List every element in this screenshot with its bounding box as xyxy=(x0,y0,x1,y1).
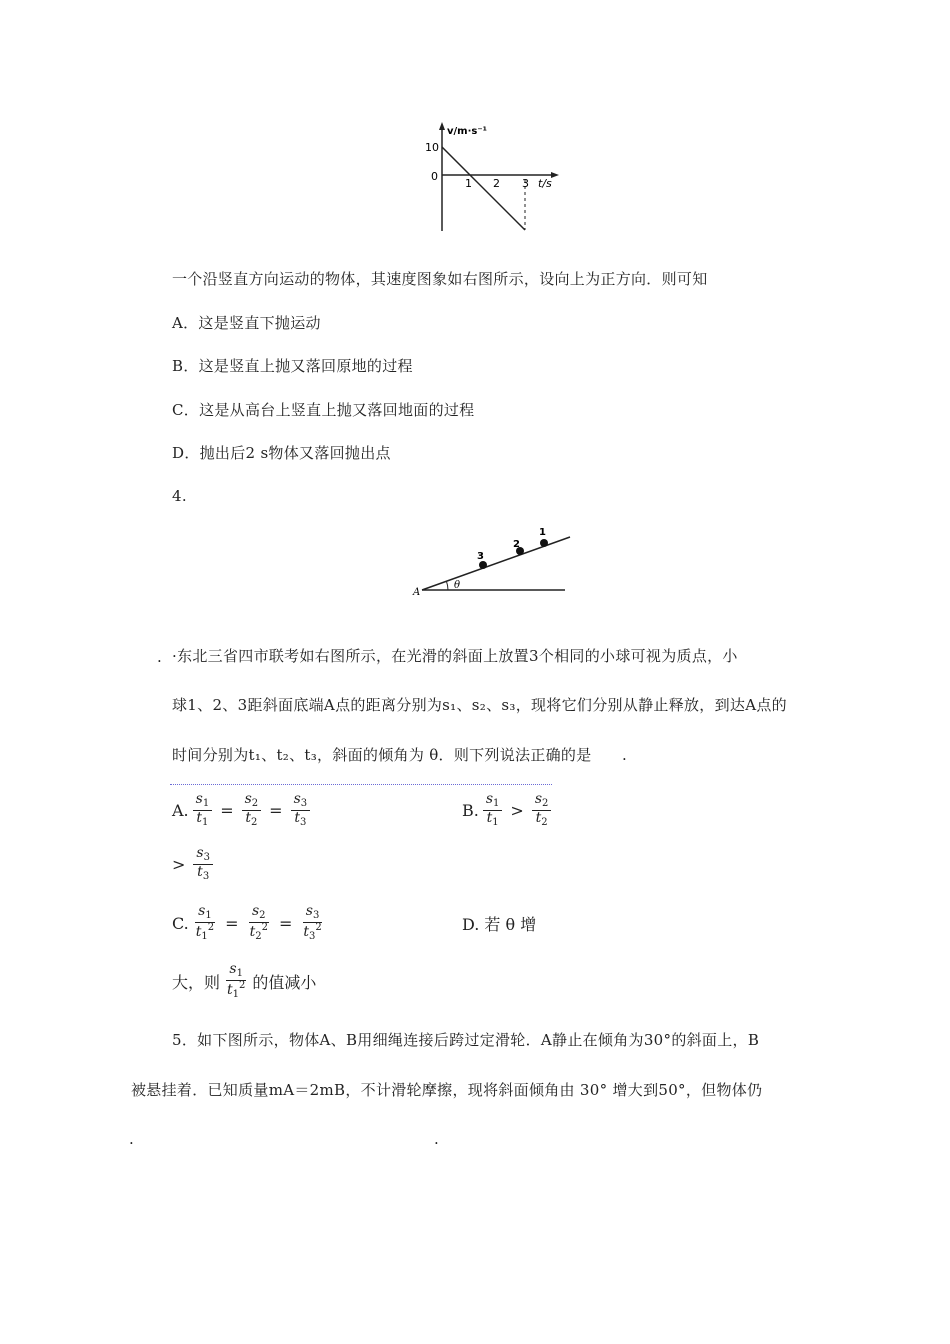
x-tick-2: 2 xyxy=(493,177,500,190)
y-axis-label: v/m·s⁻¹ xyxy=(447,126,487,137)
frac-s3-t3-b: $\frac{s_3}{t_3}$ xyxy=(193,846,213,882)
point-a-label: A xyxy=(413,587,421,598)
q4-option-d-cont xyxy=(172,962,316,1000)
x-axis-label: t/s xyxy=(538,177,552,190)
option-d-end-text: 的值减小 xyxy=(252,972,317,992)
angle-theta-label: θ xyxy=(454,580,461,591)
q4-line-2: 球1、2、3距斜面底端A点的距离分别为s₁、s₂、s₃，现将它们分别从静止释放，到达A点的 xyxy=(172,696,787,714)
incline-line xyxy=(422,537,570,590)
q3-option-b: B．这是竖直上抛又落回原地的过程 xyxy=(172,357,413,375)
stray-dot-2: . xyxy=(622,746,628,764)
q4-number: 4. xyxy=(172,487,187,505)
origin-label: 0 xyxy=(431,170,438,183)
q4-option-b-cont: > $\frac{s_3}{t_3}$ xyxy=(172,846,213,882)
velocity-line xyxy=(442,147,525,230)
frac-s1-t1: $\frac{s_1}{t_1}$ xyxy=(193,792,213,828)
frac-s3-t3: $\frac{s_3}{t_3}$ xyxy=(291,792,311,828)
q4-line-1: ·东北三省四市联考如右图所示，在光滑的斜面上放置3个相同的小球可视为质点，小 xyxy=(172,647,738,665)
y-axis-arrow xyxy=(439,122,445,130)
frac-s1-t1-b: $\frac{s_1}{t_1}$ xyxy=(483,792,503,828)
option-b-label: B. xyxy=(462,800,479,820)
q4-option-b: B. $\frac{s_1}{t_1}$ > $\frac{s_2}{t_2}$ xyxy=(462,792,551,828)
dotted-separator xyxy=(170,784,552,785)
x-tick-3: 3 xyxy=(522,177,529,190)
angle-arc xyxy=(447,582,449,591)
q5-line-1: 5．如下图所示，物体A、B用细绳连接后跨过定滑轮．A静止在倾角为30°的斜面上，B xyxy=(172,1031,760,1049)
option-a-label: A. xyxy=(172,800,189,820)
q3-option-a: A．这是竖直下抛运动 xyxy=(172,314,321,332)
y-tick-10: 10 xyxy=(425,141,439,154)
frac-s2-t2sq: $\frac{s_2}{t_2^2}$ xyxy=(249,903,268,942)
q4-option-c: C. $\frac{s_1}{t_1^2}$ = $\frac{s_2}{t_2^2}$ = $\frac{s_3}{t_3^2}$ xyxy=(172,904,325,942)
q3-option-d: D．抛出后2 s物体又落回抛出点 xyxy=(172,444,391,462)
x-tick-1: 1 xyxy=(465,177,472,190)
ball-1 xyxy=(540,539,548,547)
stray-dot-4: . xyxy=(434,1130,440,1148)
q4-option-a: A. $\frac{s_1}{t_1}$ = $\frac{s_2}{t_2}$ = $\frac{s_3}{t_3}$ xyxy=(172,792,310,828)
ball-3-label: 3 xyxy=(477,551,484,562)
q4-option-d: D. 若 θ 增 xyxy=(462,915,537,934)
frac-s2-t2: $\frac{s_2}{t_2}$ xyxy=(242,792,262,828)
q3-option-c: C．这是从高台上竖直上抛又落回地面的过程 xyxy=(172,401,475,419)
x-axis-arrow xyxy=(551,172,559,178)
option-d-cont-text: 大，则 xyxy=(172,972,221,992)
option-c-label: C. xyxy=(172,913,189,933)
q4-line-3: 时间分别为t₁、t₂、t₃，斜面的倾角为 θ．则下列说法正确的是 xyxy=(172,746,592,764)
incline-figure xyxy=(408,522,573,602)
frac-s2-t2-b: $\frac{s_2}{t_2}$ xyxy=(532,792,552,828)
frac-s3-t3sq: $\frac{s_3}{t_3^2}$ xyxy=(303,903,322,942)
stray-dot-3: . xyxy=(129,1130,135,1148)
stray-dot-1: . xyxy=(157,648,163,666)
ball-1-label: 1 xyxy=(539,527,546,538)
q3-stem: 一个沿竖直方向运动的物体，其速度图象如右图所示，设向上为正方向．则可知 xyxy=(172,270,708,288)
frac-s1-t1sq: $\frac{s_1}{t_1^2}$ xyxy=(195,903,215,942)
q5-line-2: 被悬挂着．已知质量mA＝2mB，不计滑轮摩擦，现将斜面倾角由 30° 增大到50°，但物体仍 xyxy=(131,1081,763,1099)
ball-2-label: 2 xyxy=(513,539,520,550)
frac-s1-t1sq-d: $\frac{s_1}{t_1^2}$ xyxy=(227,961,246,1000)
ball-3 xyxy=(479,561,487,569)
velocity-time-graph xyxy=(395,118,570,238)
